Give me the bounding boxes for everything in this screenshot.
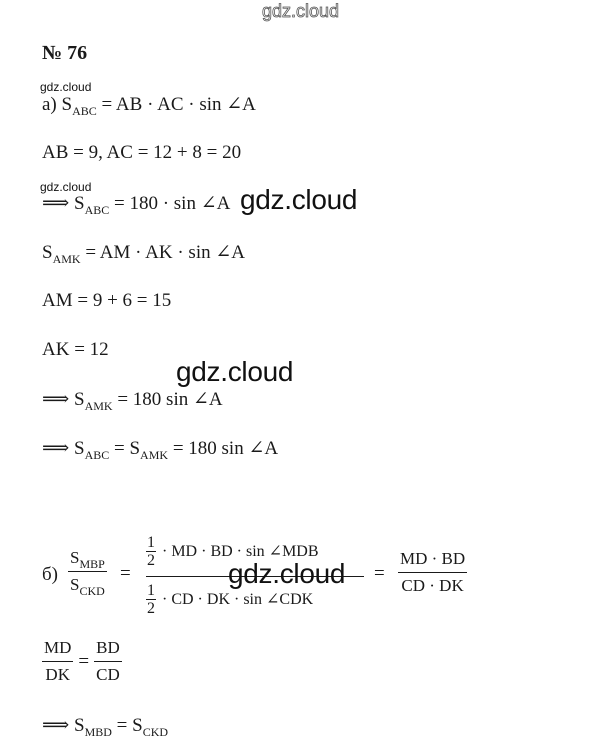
equation-final-areas: ⟹ $S_{MBD} = S_{CKD}$ [42,715,169,739]
equation-areas-equal: ⟹ $S_{ABC} = S_{AMK} = 180$ sin ∠A [42,438,279,462]
watermark-big-3: gdz.cloud [228,558,346,589]
proportion-md-dk-bd-cd: $\frac{MD}{DK}$ = $\frac{BD}{CD}$ [44,638,120,684]
watermark-small-1: gdz.cloud [40,80,92,94]
equation-s-amk-value: ⟹ $S_{AMK} = 180$ sin ∠A [42,389,223,413]
watermark-top: gdz.cloud [262,1,340,21]
fraction-sides-ratio: $\frac{MD \cdot BD}{CD \cdot DK}$ [400,549,466,595]
problem-title: № 76 [42,42,88,64]
equals-sign-2: = [374,563,385,584]
equals-sign-1: = [120,563,131,584]
watermark-big-1: gdz.cloud [240,184,358,215]
equation-ak: AK = 12 [42,339,109,360]
equation-am: AM = 9 + 6 = 15 [42,290,172,311]
equation-ab-ac: AB = 9, AC = 12 + 8 = 20 [42,142,242,163]
equation-s-abc-value: ⟹ $S_{ABC} = 180 \cdot \sin$ ∠A [42,193,231,217]
fraction-area-ratio: $\frac{S_{MBP}}{S_{CKD}}$ [70,548,105,598]
part-b-label: б) [42,564,58,585]
watermark-small-2: gdz.cloud [40,180,92,194]
fraction-numerator: 1 2 · MD · BD · sin ∠MDB [147,533,319,569]
equation-s-abc: а) $S_{ABC}$ = AB · AC · sin ∠A [42,94,256,118]
fraction-denominator: 1 2 · CD · DK · sin ∠CDK [147,581,314,617]
watermark-big-2: gdz.cloud [176,356,294,387]
equation-s-amk: $S_{AMK}$ = AM · AK · sin ∠A [42,242,245,266]
